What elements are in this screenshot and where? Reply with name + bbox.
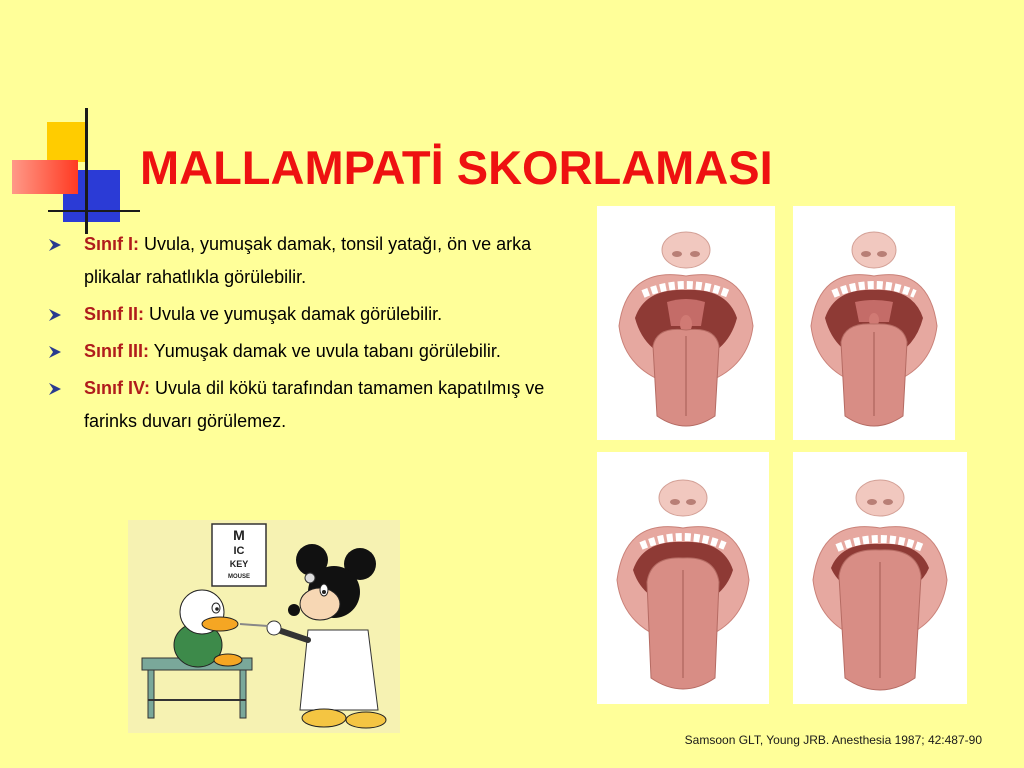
class-label: Sınıf IV: (84, 378, 151, 398)
class-description: Uvula, yumuşak damak, tonsil yatağı, ön ve arka plikalar rahatlıkla görülebilir. (84, 234, 532, 287)
mallampati-class-4-image (793, 452, 967, 704)
bullet-class-4 (48, 372, 568, 438)
slide-title: MALLAMPATİ SKORLAMASI (140, 141, 773, 194)
eye-chart-line: M (233, 527, 245, 543)
mallampati-class-1-image (597, 206, 775, 440)
class-label: Sınıf III: (84, 341, 149, 361)
arrow-bullet-icon (48, 382, 62, 396)
class-description: Yumuşak damak ve uvula tabanı görülebilir. (149, 341, 501, 361)
eye-chart-line: MOUSE (227, 574, 251, 580)
eye-chart-line: IC (233, 545, 245, 557)
class-label: Sınıf II: (84, 304, 144, 324)
horizontal-rule (48, 210, 140, 212)
class-description: Uvula dil kökü tarafından tamamen kapatılmış ve farinks duvarı görülemez. (84, 378, 545, 431)
eye-chart-line: KEY (229, 559, 249, 569)
yellow-square (47, 122, 87, 162)
arrow-bullet-icon (48, 345, 62, 359)
red-gradient-bar (12, 160, 78, 194)
open-mouth-illustration (597, 452, 769, 704)
vertical-rule (85, 108, 88, 234)
class-description: Uvula ve yumuşak damak görülebilir. (144, 304, 443, 324)
citation-text: Samsoon GLT, Young JRB. Anesthesia 1987; 42:487-90 (684, 733, 982, 747)
decorative-corner-blocks (0, 100, 140, 230)
open-mouth-illustration (597, 206, 775, 440)
open-mouth-illustration (793, 452, 967, 704)
cartoon-illustration (128, 520, 400, 733)
bullet-class-3 (48, 335, 568, 368)
arrow-bullet-icon (48, 308, 62, 322)
mallampati-class-2-image (793, 206, 955, 440)
open-mouth-illustration (793, 206, 955, 440)
mallampati-class-3-image (597, 452, 769, 704)
arrow-bullet-icon (48, 238, 62, 252)
class-label: Sınıf I: (84, 234, 139, 254)
bullet-class-1 (48, 228, 568, 294)
bullet-class-2 (48, 298, 568, 331)
doctor-cartoon-image (128, 520, 400, 733)
bullet-list (48, 228, 568, 442)
